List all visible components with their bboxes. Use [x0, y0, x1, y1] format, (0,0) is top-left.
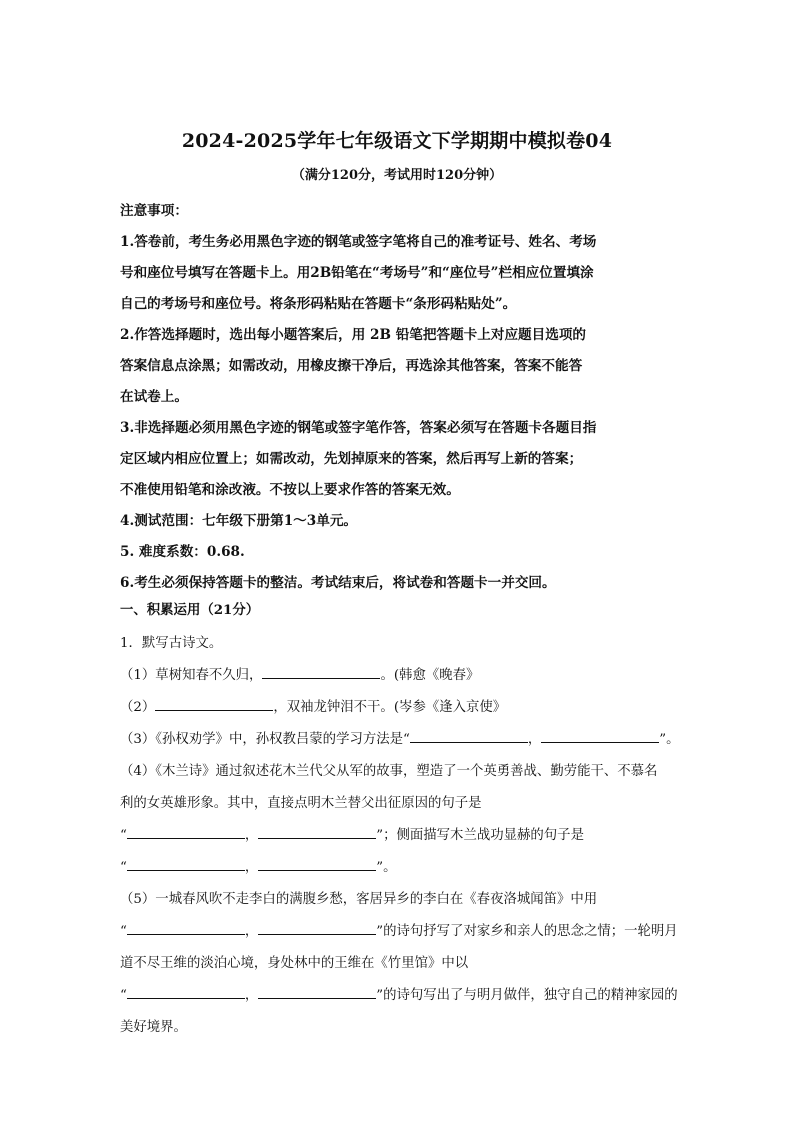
question-item-1 [120, 664, 680, 683]
answer-blank[interactable] [127, 856, 245, 871]
notes-line: 3.非选择题必须用黑色字迹的钢笔或签字笔作答，答案必须写在答题卡各题目指 [120, 420, 597, 436]
item-text: ， [244, 828, 259, 843]
question-item-5-line5: 美好境界。 [120, 1020, 187, 1035]
quote-mark: “ [120, 924, 127, 939]
notes-line: 自己的考场号和座位号。将条形码粘贴在答题卡“条形码粘贴处”。 [120, 296, 517, 312]
question-item-3 [120, 728, 680, 747]
notes-line: 答案信息点涂黑；如需改动，用橡皮擦干净后，再选涂其他答案，答案不能答 [120, 358, 583, 374]
item-text: ”的诗句抒写了对家乡和亲人的思念之情；一轮明月 [376, 924, 678, 939]
item-text: ， [527, 732, 542, 747]
answer-blank[interactable] [155, 696, 273, 711]
exam-subtitle: （满分120分，考试用时120分钟） [291, 168, 503, 183]
answer-blank[interactable] [258, 824, 376, 839]
quote-mark: “ [120, 860, 127, 875]
notes-line: 1.答卷前，考生务必用黑色字迹的钢笔或签字笔将自己的准考证号、姓名、考场 [120, 234, 597, 250]
question-item-4-line2: 利的女英雄形象。其中，直接点明木兰替父出征原因的句子是 [120, 796, 482, 811]
notes-line: 6.考生必须保持答题卡的整洁。考试结束后，将试卷和答题卡一并交回。 [120, 575, 556, 591]
quote-mark: “ [120, 828, 127, 843]
answer-blank[interactable] [127, 920, 245, 935]
item-text: （1）草树知春不久归， [120, 668, 263, 683]
notes-line: 定区域内相应位置上；如需改动，先划掉原来的答案，然后再写上新的答案； [120, 451, 583, 467]
question-item-4-line4 [120, 856, 680, 875]
item-text: ”。 [659, 732, 680, 747]
item-text: （2） [120, 700, 156, 715]
answer-blank[interactable] [262, 664, 380, 679]
question-item-4-line1: （4）《木兰诗》通过叙述花木兰代父从军的故事，塑造了一个英勇善战、勤劳能干、不慕名 [120, 764, 658, 779]
item-text: ，双袖龙钟泪不干。(岑参《逢入京使》 [273, 700, 507, 715]
answer-blank[interactable] [258, 920, 376, 935]
question-item-5-line3: 道不尽王维的淡泊心境，身处林中的王维在《竹里馆》中以 [120, 956, 469, 971]
item-text: ”的诗句写出了与明月做伴，独守自己的精神家园的 [376, 988, 678, 1003]
notes-block [120, 196, 680, 599]
question-item-5-line1: （5）一城春风吹不走李白的满腹乡愁，客居异乡的李白在《春夜洛城闻笛》中用 [120, 892, 598, 907]
item-text: ”。 [376, 860, 397, 875]
notes-line: 在试卷上。 [120, 389, 188, 405]
answer-blank[interactable] [410, 728, 528, 743]
exam-title: 2024-2025学年七年级语文下学期期中模拟卷04 [181, 130, 613, 152]
question-intro: 1．默写古诗文。 [120, 636, 223, 651]
answer-blank[interactable] [541, 728, 659, 743]
answer-blank[interactable] [127, 984, 245, 999]
notes-line: 5. 难度系数：0.68. [120, 544, 245, 560]
notes-line: 号和座位号填写在答题卡上。用2B铅笔在“考场号”和“座位号”栏相应位置填涂 [120, 265, 594, 281]
answer-blank[interactable] [127, 824, 245, 839]
quote-mark: “ [120, 988, 127, 1003]
item-text: （3）《孙权劝学》中，孙权教吕蒙的学习方法是“ [120, 732, 410, 747]
item-text: ， [244, 924, 259, 939]
notes-line: 4.测试范围：七年级下册第1～3单元。 [120, 513, 358, 529]
section-heading: 一、积累运用（21分） [120, 602, 260, 618]
answer-blank[interactable] [258, 856, 376, 871]
notes-line: 不准使用铅笔和涂改液。不按以上要求作答的答案无效。 [120, 482, 460, 498]
item-text: ”；侧面描写木兰战功显赫的句子是 [376, 828, 584, 843]
item-text: 。(韩愈《晚春》 [380, 668, 480, 683]
answer-blank[interactable] [258, 984, 376, 999]
question-item-2 [120, 696, 680, 715]
item-text: ， [244, 988, 259, 1003]
item-text: ， [244, 860, 259, 875]
question-item-5-line4 [120, 984, 680, 1003]
notes-line: 2.作答选择题时，选出每小题答案后，用 2B 铅笔把答题卡上对应题目选项的 [120, 327, 587, 343]
question-item-4-line3 [120, 824, 680, 843]
question-item-5-line2 [120, 920, 680, 939]
notes-heading: 注意事项： [120, 203, 188, 219]
